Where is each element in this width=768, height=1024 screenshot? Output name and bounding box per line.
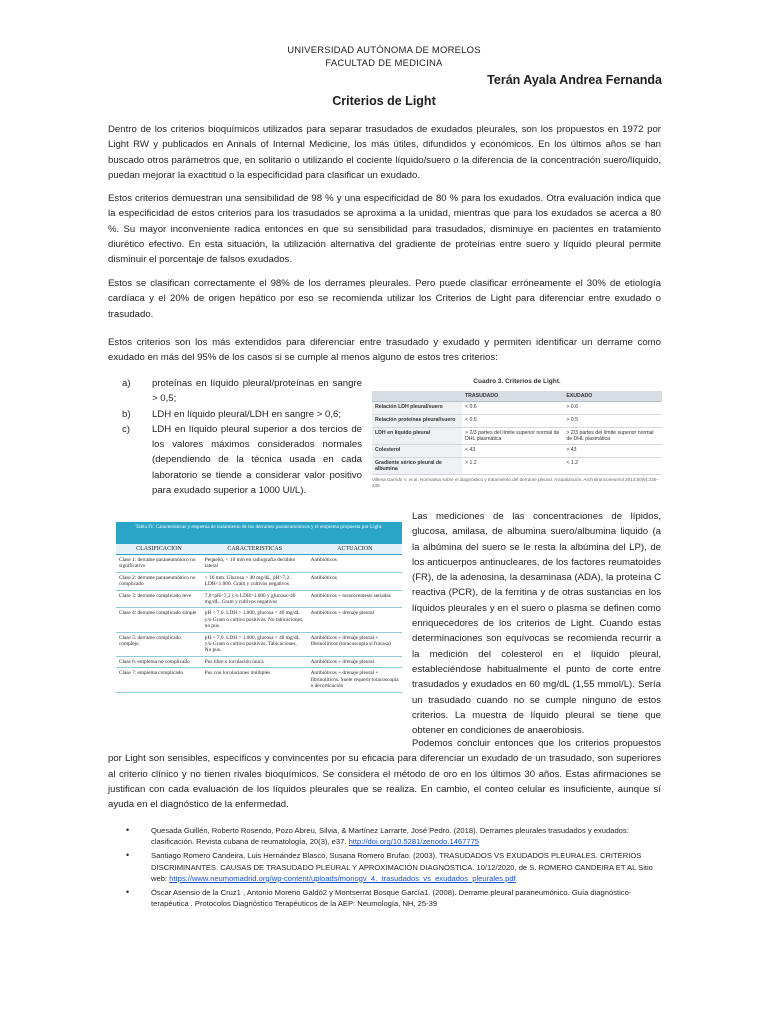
table-header-cell: TRASUDADO	[462, 391, 563, 402]
reference-item	[126, 887, 666, 909]
table-cell: Pus con loculaciones múltiples	[202, 668, 308, 692]
table-row	[116, 572, 402, 590]
table-row	[116, 555, 402, 573]
table-header-row	[372, 391, 662, 402]
table-cell: 7,0<pH<7,2 y/o LDH>1.000 y glucosa>40 mg/dL. Gram y cultivos negativos	[202, 590, 308, 608]
criteria-marker: b)	[122, 408, 131, 420]
reference-text: Quesada Guillén, Roberto Rosendo, Pozo Abreu, Silvia, & Martínez Larrarte, José Pedro. (2018). Derrames pleurales trasudados y exudados: clasificación. Revista cubana de reumatología, 20(3), e37.	[151, 826, 629, 847]
table-row	[116, 632, 402, 656]
reference-link[interactable]: https://www.neumomadrid.org/wp-content/uploads/monogv_4._trasudados_vs_exudados_pleurales.pdf	[169, 873, 516, 883]
criteria-marker: a)	[122, 378, 131, 389]
bullet-icon: •	[126, 887, 130, 898]
table-cell: Pus libre o loculación única	[202, 656, 308, 667]
light-criteria-figure	[372, 378, 662, 489]
table-cell: > 2/3 partes del límite superior normal de DHL plasmática	[563, 428, 662, 445]
table-cell: pH < 7,0. LDH > 1.000, glucosa < 40 mg/dL y/o Gram o cultivo positivos. Tabicaciones. No pus.	[202, 632, 308, 656]
table-header-cell: CARACTERISTICAS	[202, 544, 308, 555]
table-cell: Clase 6: empiema no complicado	[116, 656, 202, 667]
table-row	[372, 458, 662, 475]
criteria-text: LDH en líquido pleural/LDH en sangre > 0,6;	[152, 408, 342, 420]
table-header-cell	[372, 391, 462, 402]
table-row	[372, 445, 662, 458]
criteria-item	[122, 376, 362, 407]
table-cell: Antibióticos + drenaje pleural	[308, 656, 402, 667]
table-cell: < 0.5	[462, 415, 563, 428]
criteria-text: LDH en líquido pleural superior a dos tercios de los valores máximos considerados normales (dependiendo de la técnica usada en cada laboratorio se tiende a considerar valor positivo para exudado superior a 1000 UI/L).	[152, 423, 362, 497]
table-cell: Clase 2: derrame paraneumónico no complicado	[116, 572, 202, 590]
reference-item	[126, 850, 666, 884]
table-cell: > 10 mm. Glucosa > 40 mg/dL, pH>7,2. LDH<1.000. Gram y cultivos negativos	[202, 572, 308, 590]
table-cell: Antibióticos	[308, 555, 402, 573]
figure-title: Cuadro 3. Criterios de Light.	[473, 378, 561, 385]
faculty-name: FACULTAD DE MEDICINA	[325, 58, 443, 69]
table-cell: Clase 4: derrame complicado simple	[116, 608, 202, 632]
table-cell: > 0.6	[563, 402, 662, 415]
figure-title: Tabla IV. Características y esquema de tratamiento de los derrames paraneumónicos y el empiema propuesta por Light.	[116, 522, 402, 544]
table-cell: < 1.2	[563, 458, 662, 475]
table-row	[116, 656, 402, 667]
table-cell: < 43	[462, 445, 563, 458]
paragraph-sensitivity: Estos criterios demuestran una sensibilidad de 98 % y una especificidad de 80 % para los exudados. Otra evaluación indica que la especificidad de estos criterios para los trasudados se aproxima a la unidad, mientras que para los exudados se acerca a 80 %. Su mayor inconveniente radica entonces en que su sensibilidad para trasudados, disminuye en pacientes en tratamiento diurético efectivo. En esta situación, la utilización alternativa del gradiente de proteínas entre suero y líquido pleural permite disminuir el porcentaje de falsos exudados.	[108, 193, 661, 266]
table-cell: Clase 7: empiema complicado	[116, 668, 202, 692]
paragraph-enrichment-tests: Las mediciones de las concentraciones de lípidos, glucosa, amilasa, de albumina suero/albumina liquido (a la albúmina del suero se le resta la albúmina del LP), de los anticuerpos antinucleares, de los factores reumatoides (FR), de la adenosina, la desaminasa (ADA), la proteína C reactiva (PCR), de la ferritina y de otras sustancias en los líquidos pleurales y en el suero o plasma se definen como enriquecedores de los criterios de Light. Cuando estas determinaciones son equívocas se recomienda recurrir a la medición del colesterol en el líquido pleural, estableciéndose habitualmente el punto de corte entre trasudados y exudados en 60 mg/dL (1,55 mmol/L). Sería un trasudado cuando no se cumple ninguno de estos criterios. La muestra de líquido pleural se tiene que obtener en condiciones de anaerobiosis.	[412, 511, 661, 737]
paragraph-classification: Estos se clasifican correctamente el 98% de los derrames pleurales. Pero puede clasificar erróneamente el 30% de etiología cardíaca y el 20% de origen hepático por eso se recomienda utilizar los Criterios de Light para diferenciar entre exudado o trasudado.	[108, 278, 661, 320]
table-header-cell: CLASIFICACION	[116, 544, 202, 555]
criteria-text: proteínas en líquido pleural/proteínas en sangre > 0,5;	[152, 378, 362, 405]
table-cell: Colesterol	[372, 445, 462, 458]
criteria-item	[122, 407, 362, 422]
bullet-icon: •	[126, 825, 130, 835]
table-cell: Gradiente sérico pleural de albumina	[372, 458, 462, 475]
table-cell: pH < 7,0. LDH > 1.000, glucosa < 40 mg/dL y/o Gram o cultivo positivos. No tabicaciones, no pus.	[202, 608, 308, 632]
reference-link[interactable]: http://doi.org/10.5281/zenodo.1467775	[348, 837, 480, 847]
table-cell: Antibióticos + drenaje pleural + fibrinolíticos. Suele requerir toracoscopia o decorticación	[308, 668, 402, 692]
author-name: Terán Ayala Andrea Fernanda	[487, 73, 662, 87]
table-cell: Relación proteínas pleural/suero	[372, 415, 462, 428]
table-header-cell: ACTUACION	[308, 544, 402, 555]
table-cell: > 2/3 partes del límite superior normal de DHL plasmática	[462, 428, 563, 445]
table-cell: Antibióticos + toracocentesis seriadas	[308, 590, 402, 608]
table-row	[372, 428, 662, 445]
light-criteria-table	[372, 391, 662, 475]
table-cell: > 1.2	[462, 458, 563, 475]
paragraph-conclusion: Podemos concluir entonces que los criterios propuestos por Light son sensibles, específicos y convincentes por su eficacia para diferenciar un exudado de un trasudado, son superiores al criterio clínico y no tienen rivales bioquímicos. Se considera el método de oro en los últimos 30 años. Estas afirmaciones se justifican con cada evaluación de los líquidos pleurales que se realiza. En cambio, el conteo celular es insuficiente, aunque sí ayuda en el diagnóstico de la enfermedad.	[108, 738, 661, 811]
table-cell: > 43	[563, 445, 662, 458]
references-list	[126, 825, 666, 912]
paragraph-intro: Dentro de los criterios bioquímicos utilizados para separar trasudados de exudados pleurales, son los propuestos en 1972 por Light RW y publicados en Annals of Internal Medicine, los más útiles, difundidos y económicos. En los últimos años se han buscado otros parámetros que, en solitario o utilizando el cociente líquido/suero o la diferencia de la concentración suero/líquido, puedan mejorar la exactitud o la especificidad para clasificar un exudado.	[108, 124, 661, 181]
figure-caption: Villena Garrido V, et al. Normativa sobre el diagnóstico y tratamiento del derrame pleural. Actualización. Arch Bronconeumol 2014;50(6):235–249	[372, 477, 659, 488]
table-row	[372, 402, 662, 415]
criteria-marker: c)	[122, 423, 130, 435]
table-header-cell: EXUDADO	[563, 391, 662, 402]
table-row	[116, 668, 402, 692]
table-cell: Relación LDH pleural/suero	[372, 402, 462, 415]
criteria-list	[122, 376, 362, 498]
document-title: Criterios de Light	[332, 94, 436, 108]
table-cell: > 0.5	[563, 415, 662, 428]
table-row	[116, 590, 402, 608]
table-cell: Clase 1: derrame paraneumónico no significativo	[116, 555, 202, 573]
table-cell: < 0.6	[462, 402, 563, 415]
bullet-icon: •	[126, 850, 130, 861]
table-row	[372, 415, 662, 428]
reference-text: Santiago Romero Candeira, Luis Hernández Blasco, Susana Romero Brufao. (2003). TRASUDADOS VS EXUDADOS PLEURALES. CRITERIOS DISCRIMINANTES. CAUSAS DE TRASUDADO PLEURAL Y APROXIMACIÓN DIAGNÓSTICA. 10/12/2020, de S. ROMERO CANDEIRA ET AL Sitio web:	[151, 851, 653, 883]
table-cell: Clase 3: derrame complicado leve	[116, 590, 202, 608]
parapneumonic-classification-figure	[116, 522, 402, 718]
table-cell: Antibióticos + drenaje pleural	[308, 608, 402, 632]
parapneumonic-classification-table	[116, 544, 402, 693]
table-row	[116, 608, 402, 632]
criteria-item	[122, 422, 362, 498]
table-cell: LDH en líquido pleural	[372, 428, 462, 445]
reference-text: Óscar Asensio de la Cruz1 , Antonio Moreno Galdó2 y Montserrat Bosque García1. (2008). Derrame pleural paraneumónico. Guía diagnóstico-terapéutica . Protocolos Diagnóstico Terapéuticos de la AEP: Neumología, NH, 25-39	[151, 888, 632, 909]
table-cell: Pequeño, < 10 mm en radiografía decúbito lateral	[202, 555, 308, 573]
table-cell: Antibióticos	[308, 572, 402, 590]
table-header-row	[116, 544, 402, 555]
table-cell: Clase 5: derrame complicado complejo	[116, 632, 202, 656]
paragraph-criteria-intro: Estos criterios son los más extendidos para diferenciar entre trasudado y exudado y permiten identificar un derrame como exudado en más del 95% de los casos si se cumple al menos alguno de estos tres criterios:	[108, 337, 661, 364]
table-cell: Antibióticos + drenaje pleural + fibrinolíticos (toracoscopia si fracasa)	[308, 632, 402, 656]
reference-item	[126, 825, 666, 847]
university-name: UNIVERSIDAD AUTÓNOMA DE MORELOS	[287, 45, 481, 56]
